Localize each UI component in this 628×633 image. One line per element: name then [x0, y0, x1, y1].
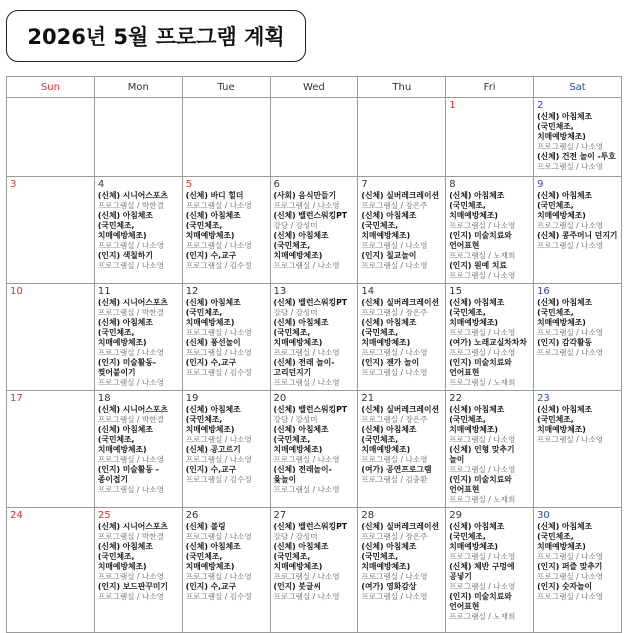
program-location-staff: 프로그램실 / 나소영 — [537, 221, 604, 230]
program-location-staff: 프로그램실 / 나소영 — [185, 455, 252, 464]
program-entry — [449, 592, 530, 622]
program-entry — [361, 465, 442, 485]
program-entry — [449, 358, 530, 388]
program-location-staff: 프로그램실 / 노재희 — [449, 378, 516, 387]
program-name: (여가) 영화감상 — [361, 582, 417, 591]
program-location-staff: 강당 / 강성미 — [273, 308, 318, 317]
program-location-staff: 프로그램실 / 노재희 — [449, 612, 516, 621]
calendar-week-row — [7, 177, 622, 284]
program-entry — [449, 405, 530, 445]
program-name: (신체) 아침체조(국민체조,치매예방체조) — [185, 211, 241, 240]
program-entry — [186, 582, 267, 602]
day-number: 17 — [10, 393, 23, 404]
program-location-staff: 강당 / 강성미 — [273, 221, 318, 230]
day-number: 3 — [10, 179, 17, 190]
program-entry — [537, 338, 618, 358]
day-number: 10 — [10, 286, 23, 297]
program-name: (신체) 실버레크레이션 — [361, 191, 440, 200]
program-entry — [537, 231, 618, 251]
program-entry — [361, 211, 442, 251]
program-entry — [449, 231, 530, 261]
program-entry — [361, 318, 442, 358]
calendar-day-cell — [270, 177, 358, 284]
program-location-staff: 프로그램실 / 장은주 — [361, 308, 428, 317]
calendar-day-cell — [358, 391, 446, 508]
program-entry — [186, 338, 267, 358]
calendar-day-cell — [7, 391, 95, 508]
program-location-staff: 프로그램실 / 나소영 — [537, 328, 604, 337]
program-entry — [537, 405, 618, 445]
program-entry — [361, 251, 442, 271]
program-entry — [274, 542, 355, 582]
program-location-staff: 프로그램실 / 나소영 — [97, 241, 164, 250]
day-number: 15 — [449, 286, 462, 297]
calendar-day-cell — [358, 98, 446, 177]
program-name: (인지) 수,교구 — [185, 582, 237, 591]
program-name: (신체) 바디 힐더 — [185, 191, 244, 200]
program-entry — [274, 191, 355, 211]
program-entry — [449, 522, 530, 562]
program-location-staff: 프로그램실 / 나소영 — [273, 348, 340, 357]
program-entry — [98, 191, 179, 211]
program-name: (인지) 원예 치료 — [449, 261, 507, 270]
program-name: (인지) 수,교구 — [185, 358, 237, 367]
program-location-staff: 프로그램실 / 나소영 — [97, 572, 164, 581]
program-name: (신체) 인형 맞추기 놀이 — [449, 445, 515, 464]
program-entry — [186, 298, 267, 338]
calendar-day-cell — [446, 177, 534, 284]
program-entry — [361, 582, 442, 602]
program-name: (인지) 미술활동 - 종이접기 — [97, 465, 159, 484]
weekday-header-thu: Thu — [358, 77, 446, 98]
calendar-day-cell — [94, 391, 182, 508]
page-title-text: 2026년 5월 프로그램 계획 — [27, 25, 285, 49]
day-number: 22 — [449, 393, 462, 404]
program-name: (인지) 숫자놀이 — [537, 582, 593, 591]
program-entry — [274, 318, 355, 358]
calendar-day-cell — [358, 284, 446, 391]
calendar-day-cell — [534, 508, 622, 633]
program-name: (신체) 아침체조(국민체조,치매예방체조) — [361, 542, 417, 571]
program-location-staff: 프로그램실 / 김충환 — [361, 475, 428, 484]
day-number: 9 — [537, 179, 544, 190]
program-entry — [274, 425, 355, 465]
day-number: 18 — [97, 393, 111, 404]
weekday-header-mon: Mon — [94, 77, 182, 98]
program-entry — [186, 542, 267, 582]
program-name: (인지) 미술치료와 언어표현 — [449, 475, 512, 494]
program-name: (신체) 아침체조(국민체조,치매예방체조) — [537, 191, 593, 220]
program-name: (인지) 감각활동 — [537, 338, 593, 347]
program-entry — [186, 465, 267, 485]
program-entry — [98, 298, 179, 318]
calendar-week-row — [7, 391, 622, 508]
program-location-staff: 프로그램실 / 나소영 — [361, 455, 428, 464]
program-location-staff: 프로그램실 / 나소영 — [361, 592, 428, 601]
program-name: (인지) 미술치료와 언어표현 — [449, 231, 512, 250]
program-location-staff: 프로그램실 / 나소영 — [537, 162, 604, 171]
program-location-staff: 프로그램실 / 나소영 — [361, 572, 428, 581]
program-entry — [274, 405, 355, 425]
day-number: 25 — [97, 510, 111, 521]
program-location-staff: 강당 / 강성미 — [273, 532, 318, 541]
program-location-staff: 프로그램실 / 나소영 — [97, 348, 164, 357]
program-name: (신체) 시니어스포츠 — [97, 298, 168, 307]
program-entry — [274, 522, 355, 542]
program-name: (인지) 미술치료와 언어표현 — [449, 358, 512, 377]
program-location-staff: 프로그램실 / 나소영 — [449, 435, 516, 444]
program-name: (신체) 건전 놀이 -투호 — [537, 152, 616, 161]
day-number: 7 — [361, 179, 368, 190]
program-location-staff: 프로그램실 / 장은주 — [361, 532, 428, 541]
program-location-staff: 프로그램실 / 나소영 — [361, 368, 428, 377]
program-location-staff: 프로그램실 / 나소영 — [537, 435, 604, 444]
program-location-staff: 프로그램실 / 박한결 — [97, 201, 164, 210]
program-location-staff: 프로그램실 / 나소영 — [361, 261, 428, 270]
program-name: (신체) 전래놀이-윷놀이 — [273, 465, 332, 484]
program-name: (여가) 공연프로그램 — [361, 465, 432, 474]
program-entry — [537, 191, 618, 231]
program-entry — [186, 358, 267, 378]
calendar-day-cell — [358, 508, 446, 633]
weekday-header-row — [7, 77, 622, 98]
program-location-staff: 프로그램실 / 나소영 — [273, 455, 340, 464]
calendar-day-cell — [270, 508, 358, 633]
program-name: (신체) 아침체조(국민체조,치매예방체조) — [449, 298, 505, 327]
program-entry — [186, 522, 267, 542]
program-entry — [449, 562, 530, 592]
program-entry — [361, 191, 442, 211]
program-name: (인지) 칠교놀이 — [361, 251, 417, 260]
program-location-staff: 프로그램실 / 나소영 — [185, 532, 252, 541]
program-name: (신체) 실버레크레이션 — [361, 298, 440, 307]
program-location-staff: 프로그램실 / 나소영 — [185, 348, 252, 357]
calendar-day-cell — [94, 98, 182, 177]
calendar-day-cell — [94, 284, 182, 391]
weekday-header-wed: Wed — [270, 77, 358, 98]
day-number: 20 — [273, 393, 287, 404]
program-location-staff: 프로그램실 / 장은주 — [361, 415, 428, 424]
calendar-day-cell — [534, 98, 622, 177]
program-name: (신체) 밸런스워킹PT — [273, 298, 348, 307]
program-name: (신체) 실버레크레이션 — [361, 522, 440, 531]
program-location-staff: 프로그램실 / 나소영 — [273, 261, 340, 270]
calendar-day-cell — [7, 508, 95, 633]
weekday-header-fri: Fri — [446, 77, 534, 98]
program-entry — [449, 298, 530, 338]
program-location-staff: 프로그램실 / 나소영 — [97, 485, 164, 494]
program-location-staff: 프로그램실 / 노재희 — [449, 495, 516, 504]
program-name: (신체) 아침체조(국민체조,치매예방체조) — [185, 405, 241, 434]
program-location-staff: 프로그램실 / 박한결 — [97, 308, 164, 317]
program-location-staff: 프로그램실 / 나소영 — [97, 592, 164, 601]
program-location-staff: 프로그램실 / 나소영 — [273, 485, 340, 494]
day-number: 24 — [10, 510, 23, 521]
calendar-day-cell — [446, 391, 534, 508]
program-entry — [361, 405, 442, 425]
calendar-day-cell — [534, 284, 622, 391]
program-name: (신체) 밸런스워킹PT — [273, 405, 348, 414]
program-name: (신체) 아침체조(국민체조,치매예방체조) — [185, 298, 241, 327]
calendar-day-cell — [7, 177, 95, 284]
program-name: (신체) 밸런스워킹PT — [273, 211, 348, 220]
calendar-day-cell — [182, 177, 270, 284]
program-entry — [361, 425, 442, 465]
program-entry — [186, 445, 267, 465]
program-entry — [186, 211, 267, 251]
program-entry — [186, 191, 267, 211]
calendar-day-cell — [182, 508, 270, 633]
program-name: (신체) 콩주머니 던지기 — [537, 231, 618, 240]
program-entry — [274, 231, 355, 271]
program-entry — [274, 358, 355, 388]
calendar-day-cell — [446, 508, 534, 633]
program-name: (신체) 아침체조(국민체조,치매예방체조) — [449, 522, 505, 551]
program-name: (신체) 아침체조(국민체조,치매예방체조) — [361, 318, 417, 347]
program-location-staff: 프로그램실 / 김수정 — [185, 261, 252, 270]
program-entry — [449, 191, 530, 231]
program-name: (인지) 색칠하기 — [97, 251, 153, 260]
day-number: 2 — [537, 100, 544, 111]
program-location-staff: 프로그램실 / 나소영 — [449, 348, 516, 357]
program-entry — [274, 211, 355, 231]
program-name: (신체) 아침체조(국민체조,치매예방체조) — [361, 425, 417, 454]
calendar-day-cell — [94, 177, 182, 284]
program-name: (신체) 공고르기 — [185, 445, 241, 454]
program-location-staff: 프로그램실 / 나소영 — [273, 201, 340, 210]
program-entry — [186, 251, 267, 271]
program-name: (신체) 아침체조(국민체조,치매예방체조) — [185, 542, 241, 571]
program-entry — [98, 425, 179, 465]
program-entry — [449, 475, 530, 505]
program-entry — [98, 542, 179, 582]
program-entry — [361, 542, 442, 582]
program-entry — [98, 358, 179, 388]
program-name: (신체) 아침체조(국민체조,치매예방체조) — [537, 112, 593, 141]
program-name: (신체) 아침체조(국민체조,치매예방체조) — [97, 211, 153, 240]
program-entry — [449, 261, 530, 281]
program-location-staff: 프로그램실 / 나소영 — [185, 328, 252, 337]
calendar-day-cell — [270, 98, 358, 177]
program-entry — [361, 298, 442, 318]
program-location-staff: 프로그램실 / 나소영 — [185, 241, 252, 250]
program-location-staff: 프로그램실 / 노재희 — [449, 251, 516, 260]
program-entry — [537, 298, 618, 338]
program-name: (인지) 퍼즐 맞추기 — [537, 562, 603, 571]
program-location-staff: 프로그램실 / 나소영 — [537, 241, 604, 250]
day-number: 26 — [185, 510, 199, 521]
program-location-staff: 프로그램실 / 나소영 — [273, 572, 340, 581]
program-name: (신체) 아침체조(국민체조,치매예방체조) — [449, 405, 505, 434]
program-name: (신체) 아침체조(국민체조,치매예방체조) — [449, 191, 505, 220]
program-location-staff: 프로그램실 / 나소영 — [97, 455, 164, 464]
program-name: (신체) 아침체조(국민체조,치매예방체조) — [97, 425, 153, 454]
program-entry — [361, 358, 442, 378]
program-entry — [449, 338, 530, 358]
program-location-staff: 프로그램실 / 나소영 — [449, 328, 516, 337]
program-entry — [537, 112, 618, 152]
program-name: (신체) 시니어스포츠 — [97, 522, 168, 531]
program-entry — [98, 465, 179, 495]
program-name: (신체) 전래 놀이-고리던지기 — [273, 358, 335, 377]
program-name: (신체) 아침체조(국민체조,치매예방체조) — [273, 318, 329, 347]
calendar-day-cell — [182, 391, 270, 508]
program-location-staff: 프로그램실 / 나소영 — [185, 201, 252, 210]
program-location-staff: 프로그램실 / 나소영 — [273, 592, 340, 601]
program-entry — [537, 152, 618, 172]
program-name: (신체) 아침체조(국민체조,치매예방체조) — [537, 298, 593, 327]
program-location-staff: 프로그램실 / 나소영 — [537, 348, 604, 357]
program-name: (신체) 밸런스워킹PT — [273, 522, 348, 531]
program-location-staff: 프로그램실 / 나소영 — [361, 348, 428, 357]
program-name: (신체) 아침체조(국민체조,치매예방체조) — [361, 211, 417, 240]
day-number: 8 — [449, 179, 456, 190]
day-number: 4 — [97, 179, 105, 190]
calendar-week-row — [7, 98, 622, 177]
program-name: (인지) 미술활동-찢어붙이기 — [97, 358, 157, 377]
program-entry — [98, 522, 179, 542]
calendar-day-cell — [94, 508, 182, 633]
program-name: (신체) 아침체조(국민체조,치매예방체조) — [273, 425, 329, 454]
day-number: 1 — [449, 100, 456, 111]
day-number: 12 — [185, 286, 199, 297]
day-number: 16 — [537, 286, 550, 297]
calendar-day-cell — [534, 391, 622, 508]
program-location-staff: 프로그램실 / 김수정 — [185, 592, 252, 601]
program-name: (신체) 체반 구멍에 공넣기 — [449, 562, 515, 581]
program-entry — [98, 211, 179, 251]
program-location-staff: 강당 / 강성미 — [273, 415, 318, 424]
program-location-staff: 프로그램실 / 박한결 — [97, 415, 164, 424]
program-name: (신체) 시니어스포츠 — [97, 405, 168, 414]
program-entry — [98, 251, 179, 271]
program-name: (인지) 젠가 놀이 — [361, 358, 420, 367]
program-entry — [537, 582, 618, 602]
program-location-staff: 프로그램실 / 나소영 — [273, 378, 340, 387]
program-name: (신체) 아침체조(국민체조,치매예방체조) — [537, 522, 593, 551]
calendar-table — [6, 76, 622, 633]
program-entry — [274, 582, 355, 602]
calendar-day-cell — [358, 177, 446, 284]
day-number: 14 — [361, 286, 375, 297]
program-name: (신체) 볼링 — [185, 522, 226, 531]
program-location-staff: 프로그램실 / 김수정 — [185, 368, 252, 377]
program-location-staff: 프로그램실 / 나소영 — [185, 572, 252, 581]
day-number: 27 — [273, 510, 287, 521]
calendar-week-row — [7, 508, 622, 633]
program-location-staff: 프로그램실 / 나소영 — [97, 378, 164, 387]
program-entry — [537, 562, 618, 582]
calendar-day-cell — [7, 98, 95, 177]
calendar-day-cell — [182, 98, 270, 177]
program-name: (인지) 보드판꾸미기 — [97, 582, 168, 591]
day-number: 5 — [185, 179, 193, 190]
program-name: (신체) 시니어스포츠 — [97, 191, 168, 200]
program-entry — [274, 298, 355, 318]
program-location-staff: 프로그램실 / 나소영 — [449, 582, 516, 591]
calendar-day-cell — [270, 391, 358, 508]
program-location-staff: 프로그램실 / 박한결 — [97, 532, 164, 541]
program-location-staff: 프로그램실 / 나소영 — [449, 221, 516, 230]
program-entry — [98, 405, 179, 425]
day-number: 30 — [537, 510, 550, 521]
day-number: 13 — [273, 286, 287, 297]
day-number: 6 — [273, 179, 280, 190]
program-name: (인지) 수,교구 — [185, 251, 237, 260]
program-location-staff: 프로그램실 / 나소영 — [537, 592, 604, 601]
program-location-staff: 프로그램실 / 나소영 — [361, 241, 428, 250]
program-name: (사회) 음식만들기 — [273, 191, 337, 200]
calendar-day-cell — [446, 284, 534, 391]
day-number: 19 — [185, 393, 199, 404]
calendar-day-cell — [270, 284, 358, 391]
program-entry — [449, 445, 530, 475]
day-number: 29 — [449, 510, 462, 521]
program-name: (신체) 아침체조(국민체조,치매예방체조) — [537, 405, 593, 434]
weekday-header-sat: Sat — [534, 77, 622, 98]
calendar-body — [7, 98, 622, 633]
program-location-staff: 프로그램실 / 김수정 — [185, 475, 252, 484]
calendar-day-cell — [182, 284, 270, 391]
weekday-header-sun: Sun — [7, 77, 95, 98]
program-location-staff: 프로그램실 / 나소영 — [537, 552, 604, 561]
program-name: (인지) 미술치료와 언어표현 — [449, 592, 512, 611]
program-name: (신체) 아침체조(국민체조,치매예방체조) — [273, 542, 329, 571]
program-name: (인지) 붓글씨 — [273, 582, 322, 591]
weekday-header-tue: Tue — [182, 77, 270, 98]
calendar-day-cell — [446, 98, 534, 177]
program-entry — [537, 522, 618, 562]
program-location-staff: 프로그램실 / 나소영 — [537, 572, 604, 581]
program-name: (신체) 실버레크레이션 — [361, 405, 440, 414]
program-name: (인지) 수,교구 — [185, 465, 237, 474]
program-location-staff: 프로그램실 / 나소영 — [97, 261, 164, 270]
program-entry — [98, 582, 179, 602]
calendar-week-row — [7, 284, 622, 391]
program-entry — [186, 405, 267, 445]
program-location-staff: 프로그램실 / 나소영 — [449, 552, 516, 561]
program-location-staff: 프로그램실 / 나소영 — [537, 142, 604, 151]
page-title — [6, 10, 306, 62]
program-location-staff: 프로그램실 / 나소영 — [449, 271, 516, 280]
program-entry — [98, 318, 179, 358]
program-entry — [274, 465, 355, 495]
calendar-day-cell — [534, 177, 622, 284]
program-name: (신체) 아침체조(국민체조,치매예방체조) — [97, 542, 153, 571]
program-name: (신체) 아침체조(국민체조,치매예방체조) — [97, 318, 153, 347]
program-entry — [361, 522, 442, 542]
program-name: (신체) 아침체조(국민체조,치매예방체조) — [273, 231, 329, 260]
day-number: 21 — [361, 393, 375, 404]
day-number: 11 — [97, 286, 111, 297]
calendar-day-cell — [7, 284, 95, 391]
day-number: 23 — [537, 393, 550, 404]
program-name: (신체) 풍선놀이 — [185, 338, 241, 347]
program-location-staff: 프로그램실 / 나소영 — [449, 465, 516, 474]
program-location-staff: 프로그램실 / 장은주 — [361, 201, 428, 210]
program-location-staff: 프로그램실 / 나소영 — [185, 435, 252, 444]
day-number: 28 — [361, 510, 375, 521]
program-name: (여가) 노래교실차차차 — [449, 338, 527, 347]
